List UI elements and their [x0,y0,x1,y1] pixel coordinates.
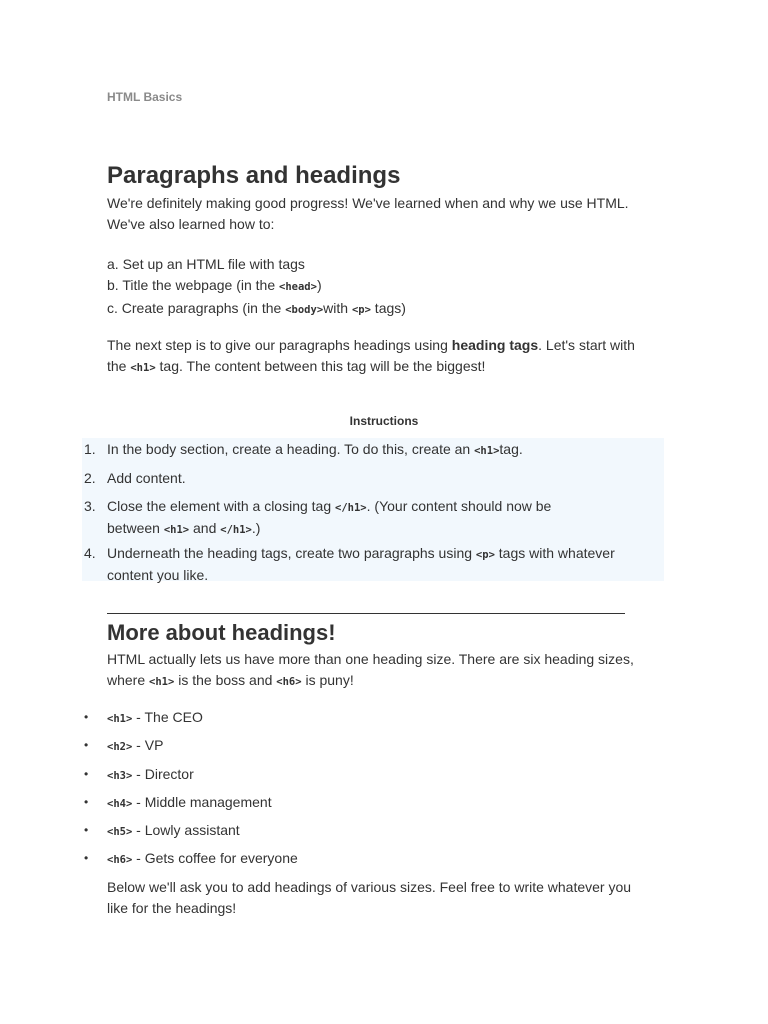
code-h6: <h6> [107,854,133,866]
list-item-desc: - The CEO [132,709,203,725]
step-4-text: Underneath the heading tags, create two paragraphs using [107,545,476,561]
outro-line2: like for the headings! [107,900,237,916]
step-text [107,543,657,585]
code-h6: <h6> [276,676,302,688]
next-step-text-end: . Let's start with [538,337,635,353]
intro-paragraph [107,193,667,235]
learned-list [107,254,667,321]
step-3-line2-mid: and [189,520,221,536]
code-h2: <h2> [107,741,133,753]
code-h1: <h1> [474,445,500,457]
code-h5: <h5> [107,826,133,838]
code-p: <p> [475,549,495,561]
next-step-line2-end: tag. The content between this tag will be the biggest! [155,358,486,374]
next-step-line2: the [107,358,131,374]
step-1-text: In the body section, create a heading. To do this, create an [107,441,475,457]
code-h1: <h1> [163,524,190,536]
bullet-dot: • [84,851,89,865]
code-h1: <h1> [107,713,133,725]
code-head: <head> [279,281,317,293]
list-item-text [107,707,647,729]
section-divider [107,613,625,614]
learned-item-c-mid: with [323,300,352,316]
step-3-text-end: . (Your content should now be [366,498,552,514]
list-item-text [107,820,647,842]
step-3-line2-end: .) [251,520,261,536]
learned-item-b-close: ) [316,277,322,293]
headings-intro-end: is puny! [301,672,354,688]
code-h4: <h4> [107,798,133,810]
step-number: 1. [84,441,96,457]
next-step-paragraph [107,335,667,379]
next-step-text: The next step is to give our paragraphs headings using [107,337,452,353]
step-text: Add content. [107,470,186,486]
list-item-desc: - Director [132,766,194,782]
bullet-dot: • [84,767,89,781]
step-3-text: Close the element with a closing tag [107,498,336,514]
list-item-text [107,848,647,870]
intro-line-1: We're definitely making good progress! We've learned when and why we use HTML. [107,195,629,211]
intro-line-2: We've also learned how to: [107,216,275,232]
list-item-text [107,735,647,757]
section-title-more-headings: More about headings! [107,620,336,645]
step-4-line2: content you like. [107,567,209,583]
code-p: <p> [351,304,371,316]
learned-item-a: a. Set up an HTML file with tags [107,256,305,272]
step-number: 4. [84,545,96,561]
step-number: 3. [84,498,96,514]
step-text [107,439,657,461]
step-3-line2: between [107,520,164,536]
bullet-dot: • [84,795,89,809]
list-item-desc: - Middle management [132,794,272,810]
instructions-title: Instructions [349,414,419,428]
learned-item-c-close: tags) [370,300,406,316]
list-item-text [107,792,647,814]
step-number: 2. [84,470,96,486]
code-closing-h1: </h1> [335,502,367,514]
breadcrumb: HTML Basics [107,90,183,104]
list-item-desc: - Gets coffee for everyone [132,850,298,866]
bullet-dot: • [84,738,89,752]
bullet-dot: • [84,823,89,837]
code-body: <body> [285,304,324,316]
code-closing-h1: </h1> [220,524,252,536]
learned-item-c [107,300,406,316]
headings-intro-mid: is the boss and [174,672,277,688]
list-item-desc: - Lowly assistant [132,822,240,838]
step-4-text-end: tags with whatever [494,545,615,561]
bullet-dot: • [84,710,89,724]
learned-item-b-text: b. Title the webpage (in the [107,277,279,293]
step-text [107,496,657,540]
code-h3: <h3> [107,770,133,782]
headings-intro-paragraph [107,649,667,693]
section-title-paragraphs: Paragraphs and headings [107,162,401,189]
outro-paragraph [107,877,667,919]
headings-intro-line1: HTML actually lets us have more than one heading size. There are six heading sizes, [107,651,634,667]
learned-item-c-text: c. Create paragraphs (in the [107,300,286,316]
outro-line1: Below we'll ask you to add headings of various sizes. Feel free to write whatever you [107,879,632,895]
learned-item-b [107,277,322,293]
heading-tags-bold: heading tags [451,337,539,353]
list-item-text [107,764,647,786]
list-item-desc: - VP [132,737,164,753]
code-h1: <h1> [149,676,175,688]
headings-intro-line2: where [107,672,150,688]
code-h1: <h1> [130,362,156,374]
instructions-box [82,438,664,581]
step-1-text-end: tag. [499,441,523,457]
